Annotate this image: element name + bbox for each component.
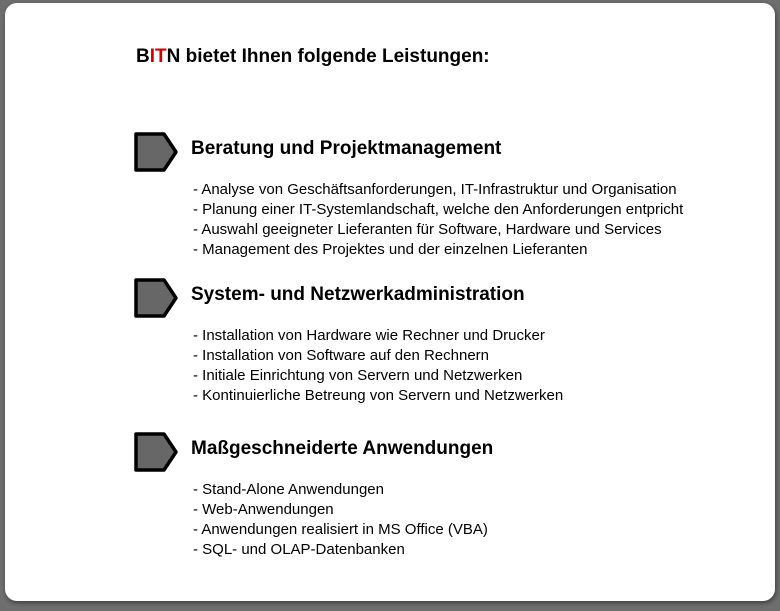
brand-letters-it: IT [149,46,167,67]
brand-letter-b: B [136,46,150,67]
list-item: - Management des Projektes und der einzelnen Lieferanten [193,241,588,258]
list-item: - Stand-Alone Anwendungen [193,481,384,498]
service-list [193,480,488,560]
list-item: - Installation von Hardware wie Rechner und Drucker [193,327,545,344]
section-title: Beratung und Projektmanagement [191,138,502,159]
arrow-pentagon-icon [133,277,179,319]
headline-text: bietet Ihnen folgende Leistungen: [180,46,490,67]
list-item: - Web-Anwendungen [193,501,334,518]
list-item: - Installation von Software auf den Rechnern [193,347,490,364]
list-item: - Anwendungen realisiert in MS Office (VBA) [193,521,488,538]
list-item: - SQL- und OLAP-Datenbanken [193,541,405,558]
arrow-pentagon-icon [133,431,179,473]
service-list [193,180,683,260]
content-card [5,3,775,601]
brand-letter-n: N [166,46,181,67]
arrow-pentagon-icon [133,131,179,173]
list-item: - Auswahl geeigneter Lieferanten für Software, Hardware und Services [193,221,662,238]
list-item: - Initiale Einrichtung von Servern und Netzwerken [193,367,523,384]
list-item: - Analyse von Geschäftsanforderungen, IT-Infrastruktur und Organisation [193,181,677,198]
section-title: System- und Netzwerkadministration [191,284,525,305]
service-list [193,326,563,406]
section-title: Maßgeschneiderte Anwendungen [191,438,494,459]
page-headline [136,46,490,68]
list-item: - Planung einer IT-Systemlandschaft, welche den Anforderungen entpricht [193,201,684,218]
list-item: - Kontinuierliche Betreung von Servern und Netzwerken [193,387,564,404]
